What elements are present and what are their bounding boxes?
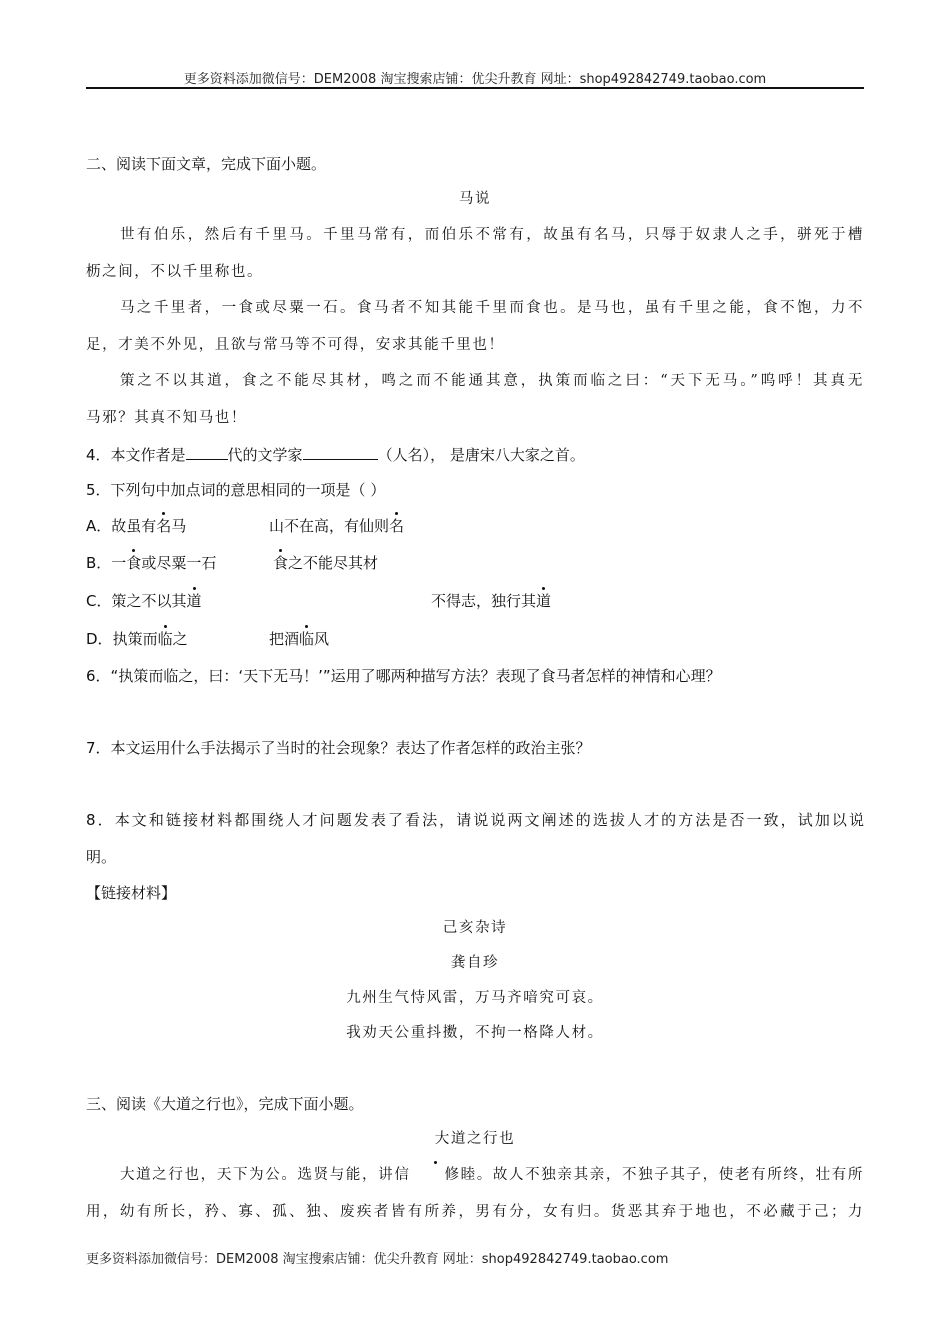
passage-p2-line1: 马之千里者，一食或尽粟一石。食马者不知其能千里而食也。是马也，虽有千里之能，食不饱，力不 [120, 300, 864, 316]
option-a-left-dotted: 名 [156, 517, 172, 535]
question-8-line2: 明。 [86, 848, 117, 866]
option-d-right-text: 把酒 [269, 630, 300, 648]
passage-p1-line1: 世有伯乐，然后有千里马。千里马常有，而伯乐不常有，故虽有名马，只辱于奴隶人之手，骈死于槽 [120, 227, 864, 243]
question-4 [86, 444, 585, 465]
q4-blank-author[interactable] [303, 444, 378, 460]
option-a-right-dotted: 名 [389, 517, 405, 535]
passage-p2-line2: 足，才美不外见，且欲与常马等不可得，安求其能千里也！ [86, 337, 505, 353]
option-d-label: D． [86, 630, 113, 648]
poem-author: 龚自珍 [450, 955, 500, 971]
section3-dotted-word: 修 [410, 1165, 460, 1185]
poem-line-2: 我劝天公重抖擞，不拘一格降人材。 [346, 1025, 604, 1041]
section3-p1-text-a: 大道之行也，天下为公。选贤与能，讲信 [120, 1167, 411, 1183]
option-c-left-dotted: 道 [186, 592, 202, 610]
option-d-right-end: 风 [314, 630, 330, 648]
passage-p3-line1: 策之不以其道，食之不能尽其材，鸣之而不能通其意，执策而临之曰：“天下无马。”呜呼！其真无 [120, 373, 864, 389]
option-b-label: B． [86, 554, 112, 572]
q4-text-b: 代的文学家 [227, 446, 303, 464]
header-rule [86, 87, 864, 89]
section3-p1-line1 [86, 1165, 864, 1185]
option-c-right [431, 591, 551, 611]
poem-line-1: 九州生气恃风雷，万马齐喑究可哀。 [346, 990, 604, 1006]
option-a-left-text: 故虽有 [111, 517, 157, 535]
section3-p1-line2: 用，幼有所长，矜、寡、孤、独、废疾者皆有所养，男有分，女有归。货恶其弃于地也，不必藏于己；力 [86, 1204, 864, 1220]
option-a-label: A． [86, 517, 112, 535]
question-8-line1: 8．本文和链接材料都围绕人才问题发表了看法，请说说两文阐述的选拔人才的方法是否一致，试加以说 [86, 811, 864, 829]
q4-blank-dynasty[interactable] [186, 444, 228, 460]
option-b-right [273, 553, 378, 573]
option-b-left-text: 一 [111, 554, 127, 572]
q4-text-a: 4．本文作者是 [86, 446, 186, 464]
page-footer: 更多资料添加微信号：DEM2008 淘宝搜索店铺：优尖升教育 网址：shop492842749.taobao.com [86, 1252, 669, 1267]
question-6: 6．“执策而临之，曰：‘天下无马！’”运用了哪两种描写方法？表现了食马者怎样的神情和心理？ [86, 667, 721, 685]
passage-p1-line2: 枥之间，不以千里称也。 [86, 264, 264, 280]
poem-title: 己亥杂诗 [442, 920, 508, 936]
section3-intro: 三、阅读《大道之行也》，完成下面小题。 [86, 1095, 364, 1113]
option-b-right-end: 之不能尽其材 [288, 554, 379, 572]
option-c-left-text: 策之不以其 [111, 592, 187, 610]
option-b-left-end: 或尽粟一石 [141, 554, 217, 572]
option-b-left-dotted: 食 [126, 554, 142, 572]
question-5: 5．下列句中加点词的意思相同的一项是（ ） [86, 481, 386, 499]
option-d-right-dotted: 临 [299, 630, 315, 648]
section3-p1-text-b: 睦。故人不独亲其亲，不独子其子，使老有所终，壮有所 [460, 1167, 864, 1183]
option-c[interactable] [86, 591, 864, 611]
option-d-left-dotted: 临 [157, 630, 173, 648]
q4-text-c: （人名）， 是唐宋八大家之首。 [377, 446, 585, 464]
option-d-left-text: 执策而 [112, 630, 158, 648]
option-c-label: C． [86, 592, 112, 610]
passage-p3-line2: 马邪？其真不知马也！ [86, 410, 247, 426]
option-d-right [269, 629, 329, 649]
option-d[interactable] [86, 629, 864, 649]
option-a-right [269, 516, 404, 536]
section2-intro: 二、阅读下面文章，完成下面小题。 [86, 155, 327, 173]
question-7: 7．本文运用什么手法揭示了当时的社会现象？表达了作者怎样的政治主张？ [86, 739, 591, 757]
option-a[interactable] [86, 516, 864, 536]
option-a-left-end: 马 [171, 517, 187, 535]
option-d-left-end: 之 [172, 630, 188, 648]
passage-title: 马说 [458, 191, 492, 207]
option-b-right-dotted: 食 [273, 554, 289, 572]
page-header: 更多资料添加微信号：DEM2008 淘宝搜索店铺：优尖升教育 网址：shop492842749.taobao.com [183, 72, 767, 87]
link-material-label: 【链接材料】 [86, 884, 177, 902]
option-c-right-text: 不得志，独行其 [431, 592, 537, 610]
option-b[interactable] [86, 553, 864, 573]
option-a-right-text: 山不在高，有仙则 [269, 517, 390, 535]
section3-title: 大道之行也 [434, 1131, 516, 1147]
option-c-right-dotted: 道 [536, 592, 552, 610]
